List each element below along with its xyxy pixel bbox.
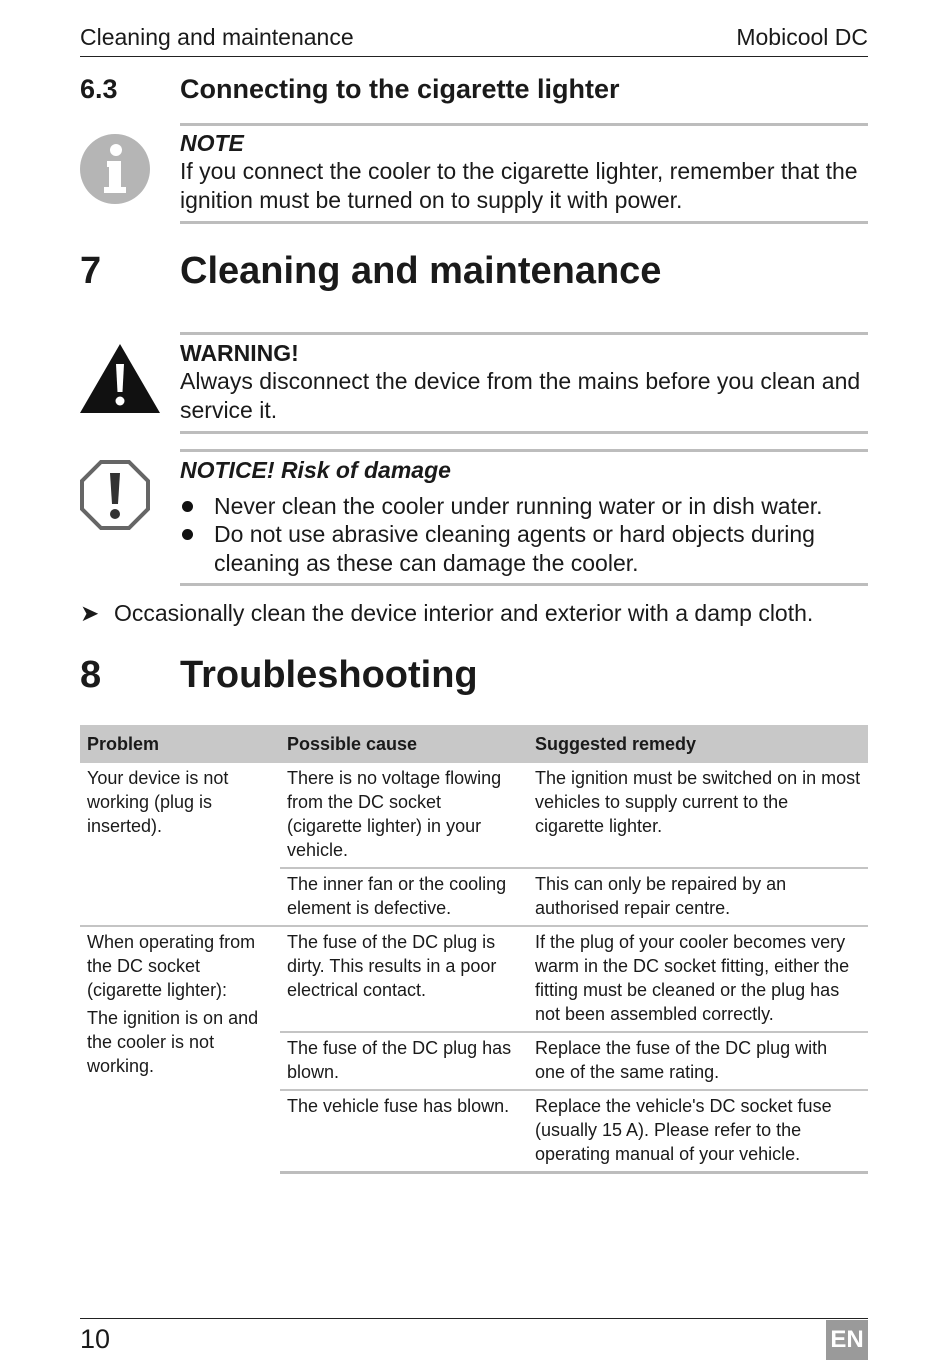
section-8-title: Troubleshooting bbox=[180, 654, 478, 696]
info-icon bbox=[79, 133, 151, 205]
remedy-cell: If the plug of your cooler becomes very warm in the DC socket fitting, either the fitting must be cleaned or the plug has not been assembled correctly. bbox=[528, 926, 868, 1032]
cause-cell: There is no voltage flowing from the DC socket (cigarette lighter) in your vehicle. bbox=[287, 768, 502, 860]
running-header-product: Mobicool DC bbox=[736, 24, 868, 50]
note-bottom-rule bbox=[180, 221, 868, 224]
warning-triangle-icon bbox=[79, 342, 161, 414]
bullet-dot bbox=[182, 529, 193, 540]
remedy-cell: This can only be repaired by an authorised repair centre. bbox=[528, 868, 868, 926]
footer-rule bbox=[80, 1318, 868, 1319]
step-text: Occasionally clean the device interior and exterior with a damp cloth. bbox=[114, 600, 814, 626]
notice-label: NOTICE! Risk of damage bbox=[180, 457, 451, 483]
cause-cell: The inner fan or the cooling element is defective. bbox=[280, 868, 528, 926]
note-label: NOTE bbox=[180, 130, 244, 156]
notice-item-text: Never clean the cooler under running water or in dish water. bbox=[214, 493, 823, 519]
section-8-number: 8 bbox=[80, 654, 102, 696]
cleaning-step bbox=[80, 600, 813, 627]
section-6-3-title: Connecting to the cigarette lighter bbox=[180, 74, 620, 104]
problem-text: When operating from the DC socket (cigarette lighter): bbox=[87, 932, 256, 1000]
header-remedy: Suggested remedy bbox=[528, 725, 868, 763]
table-row bbox=[80, 926, 868, 1032]
notice-item-text: Do not use abrasive cleaning agents or hard objects during cleaning as these can damage the cooler. bbox=[214, 521, 815, 576]
warning-text: Always disconnect the device from the mains before you clean and service it. bbox=[180, 368, 861, 423]
warning-top-rule bbox=[180, 332, 868, 335]
header-problem: Problem bbox=[80, 725, 280, 763]
notice-bullet-1 bbox=[180, 492, 868, 520]
step-arrow-icon: ➤ bbox=[80, 600, 100, 626]
notice-top-rule bbox=[180, 449, 868, 452]
remedy-cell: Replace the fuse of the DC plug with one of the same rating. bbox=[528, 1032, 868, 1090]
language-tab: EN bbox=[826, 1320, 868, 1360]
cause-cell: The fuse of the DC plug has blown. bbox=[280, 1032, 528, 1090]
troubleshooting-table bbox=[80, 725, 868, 1174]
problem-text-2: The ignition is on and the cooler is not working. bbox=[87, 1008, 259, 1076]
section-6-3-number: 6.3 bbox=[80, 74, 118, 104]
warning-label: WARNING! bbox=[180, 340, 299, 366]
section-7-number: 7 bbox=[80, 250, 102, 292]
table-header-row bbox=[80, 725, 868, 763]
section-7-title: Cleaning and maintenance bbox=[180, 250, 662, 292]
page-number: 10 bbox=[80, 1324, 111, 1354]
note-text: If you connect the cooler to the cigarette lighter, remember that the ignition must be turned on to supply it with power. bbox=[180, 158, 858, 213]
cause-cell: The fuse of the DC plug is dirty. This results in a poor electrical contact. bbox=[280, 926, 528, 1032]
problem-cell bbox=[80, 763, 280, 926]
bullet-dot bbox=[182, 501, 193, 512]
problem-cell bbox=[80, 926, 280, 1173]
warning-bottom-rule bbox=[180, 431, 868, 434]
remedy-cell: The ignition must be switched on in most vehicles to supply current to the cigarette lighter. bbox=[535, 768, 861, 836]
header-rule bbox=[80, 56, 868, 57]
cause-cell: The vehicle fuse has blown. bbox=[280, 1090, 528, 1173]
notice-octagon-icon bbox=[79, 459, 151, 531]
problem-text: Your device is not working (plug is inserted). bbox=[87, 768, 229, 836]
running-header-section: Cleaning and maintenance bbox=[80, 24, 354, 50]
notice-bottom-rule bbox=[180, 583, 868, 586]
remedy-cell: Replace the vehicle's DC socket fuse (usually 15 A). Please refer to the operating manual of your vehicle. bbox=[528, 1090, 868, 1173]
note-top-rule bbox=[180, 123, 868, 126]
table-row bbox=[80, 763, 868, 868]
header-cause: Possible cause bbox=[280, 725, 528, 763]
notice-bullet-2 bbox=[180, 520, 868, 577]
